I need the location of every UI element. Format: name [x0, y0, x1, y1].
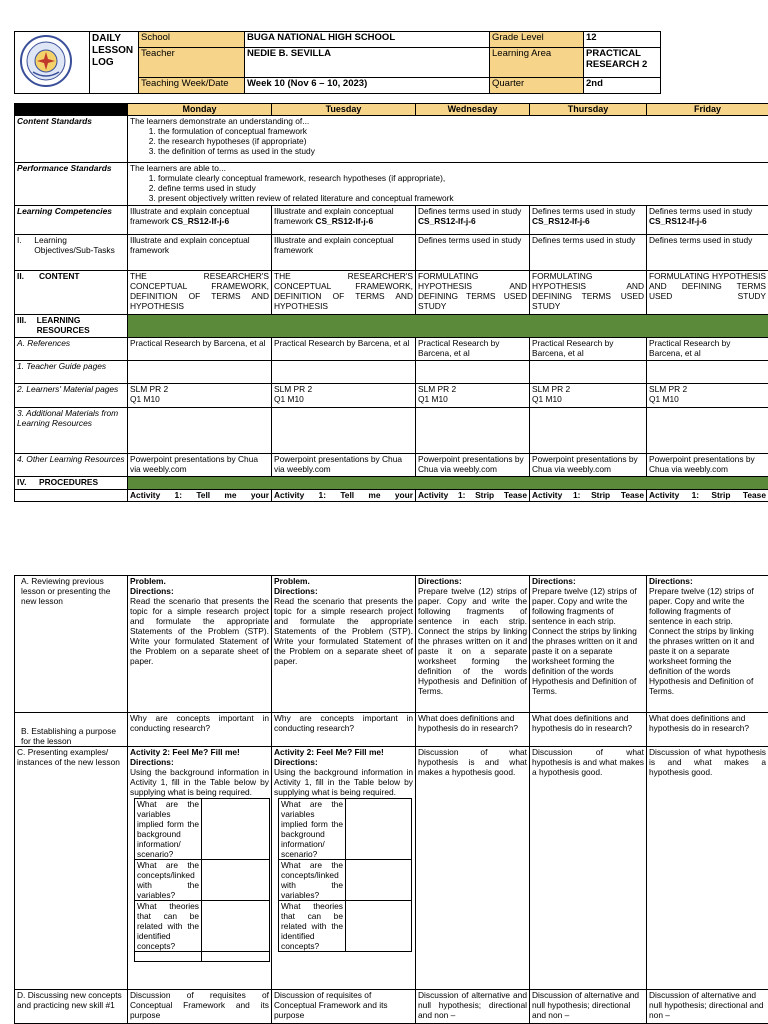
activity2-question: What are the variables implied form the background information/ scenario?: [279, 799, 346, 860]
purpose-cell: What does definitions and hypothesis do in research?: [647, 713, 768, 747]
review-cell-thursday: [530, 576, 647, 713]
content-cell: THE RESEARCHER'S CONCEPTUAL FRAMEWORK, DEFINITION OF TERMS AND HYPOTHESIS: [272, 271, 416, 315]
activity2-question: What are the concepts/linked with the variables?: [279, 860, 346, 901]
activity2-answer: [202, 901, 270, 952]
activity2-table: [278, 798, 412, 952]
content-label: [15, 271, 128, 315]
additional-materials-cell: [128, 408, 272, 454]
other-resource-cell: Powerpoint presentations by Chua via weebly.com: [272, 454, 416, 477]
other-resource-cell: Powerpoint presentations by Chua via weebly.com: [416, 454, 530, 477]
activity2-title: Activity 2: Feel Me? Fill me!: [130, 747, 240, 757]
additional-materials-label: 3. Additional Materials from Learning Resources: [15, 408, 128, 454]
teaching-week-label: Teaching Week/Date: [139, 78, 245, 94]
procedures-num: IV.: [17, 477, 27, 487]
present-cell-tuesday: [272, 747, 416, 990]
title-line-3: LOG: [92, 57, 114, 68]
review-directions: Directions:: [532, 576, 576, 586]
procedures-table: [14, 575, 768, 1024]
content-standards-cell: [128, 116, 768, 163]
reference-cell: Practical Research by Barcena, et al: [530, 338, 647, 361]
competency-cell-monday: [128, 206, 272, 235]
competency-cell-friday: [647, 206, 768, 235]
objective-cell: Defines terms used in study: [530, 235, 647, 271]
competency-text: Defines terms used in study: [418, 206, 522, 216]
objective-cell: Illustrate and explain conceptual framework: [128, 235, 272, 271]
present-cell-thursday: Discussion of what hypothesis is and what makes a hypothesis good.: [530, 747, 647, 990]
competency-text: Defines terms used in study: [649, 206, 753, 216]
activity2-answer: [346, 860, 412, 901]
header-table: [14, 31, 661, 94]
present-cell-wednesday: Discussion of what hypothesis is and what makes a hypothesis good.: [416, 747, 530, 990]
activity2-answer: [202, 952, 270, 962]
objective-cell: Defines terms used in study: [647, 235, 768, 271]
learning-resources-label: [15, 315, 128, 338]
day-header-monday: Monday: [128, 104, 272, 116]
review-cell-monday: [128, 576, 272, 713]
teacher-guide-cell: [128, 361, 272, 384]
purpose-label-text: B. Establishing a purpose for the lesson: [21, 726, 116, 746]
learning-resources-text: LEARNING RESOURCES: [36, 315, 90, 335]
objective-cell: Defines terms used in study: [416, 235, 530, 271]
teaching-week-value: Week 10 (Nov 6 – 10, 2023): [245, 78, 490, 94]
other-resource-cell: Powerpoint presentations by Chua via weebly.com: [530, 454, 647, 477]
activity1-label: [15, 490, 128, 502]
teacher-guide-cell: [416, 361, 530, 384]
day-header-wednesday: Wednesday: [416, 104, 530, 116]
learners-material-cell: SLM PR 2 Q1 M10: [128, 384, 272, 408]
review-directions: Directions:: [274, 586, 318, 596]
title-line-1: DAILY: [92, 33, 122, 44]
activity1-cell: Activity 1: Strip Tease: [416, 490, 530, 502]
grade-level-value: 12: [584, 32, 661, 48]
content-text: CONTENT: [39, 271, 80, 281]
learners-material-cell: SLM PR 2 Q1 M10: [647, 384, 768, 408]
activity2-text: Using the background information in Activity 1, fill in the Table below by supplying what is being required.: [130, 767, 269, 797]
review-text: Prepare twelve (12) strips of paper. Copy and write the following fragments of sentence in each strip. Connect the strips by linking the phrases written on it and paste it on a separate worksheet forming the definition of the words Hypothesis and Definition of Terms.: [532, 586, 638, 696]
purpose-cell: Why are concepts important in conducting research?: [272, 713, 416, 747]
content-standard-item: 1. the formulation of conceptual framework: [158, 126, 766, 136]
activity1-cell: Activity 1: Strip Tease: [530, 490, 647, 502]
activity2-question: What theories that can be related with the identified concepts?: [135, 901, 202, 952]
title-line-2: LESSON: [92, 45, 134, 56]
review-text: Prepare twelve (12) strips of paper. Copy and write the following fragments of sentence in each strip. Connect the strips by linking the phrases written on it and paste it on a separate worksheet forming the definition of the words Hypothesis and Definition of Terms.: [418, 586, 527, 696]
discuss-cell: Discussion of alternative and null hypothesis; directional and non –: [530, 990, 647, 1024]
review-directions: Directions:: [418, 576, 462, 586]
other-resources-label: 4. Other Learning Resources: [15, 454, 128, 477]
activity1-cell: Activity 1: Strip Tease: [647, 490, 768, 502]
competency-code: CS_RS12-If-j-6: [649, 216, 707, 226]
teacher-guide-cell: [647, 361, 768, 384]
purpose-cell: What does definitions and hypothesis do in research?: [530, 713, 647, 747]
performance-standard-item: 2. define terms used in study: [158, 183, 766, 193]
other-resource-cell: Powerpoint presentations by Chua via weebly.com: [647, 454, 768, 477]
activity2-question: What are the concepts/linked with the variables?: [135, 860, 202, 901]
deped-seal-cell: [15, 32, 90, 94]
review-cell-wednesday: [416, 576, 530, 713]
performance-standard-item: 1. formulate clearly conceptual framework, research hypotheses (if appropriate),: [158, 173, 766, 183]
review-cell-friday: [647, 576, 768, 713]
objectives-label: [15, 235, 128, 271]
competency-cell-tuesday: [272, 206, 416, 235]
learners-material-cell: SLM PR 2 Q1 M10: [530, 384, 647, 408]
procedures-text: PROCEDURES: [39, 477, 99, 487]
content-cell: FORMULATING HYPOTHESIS AND DEFINING TERMS USED STUDY: [416, 271, 530, 315]
performance-standards-intro: The learners are able to...: [130, 163, 226, 173]
learners-material-cell: SLM PR 2 Q1 M10: [272, 384, 416, 408]
additional-materials-cell: [530, 408, 647, 454]
learners-material-cell: SLM PR 2 Q1 M10: [416, 384, 530, 408]
reference-cell: Practical Research by Barcena, et al: [272, 338, 416, 361]
day-header-thursday: Thursday: [530, 104, 647, 116]
activity2-title: Activity 2: Feel Me? Fill me!: [274, 747, 384, 757]
competency-code: CS_RS12-If-j-6: [171, 216, 230, 226]
review-directions: Directions:: [649, 576, 693, 586]
present-cell-friday: Discussion of what hypothesis is and what makes a hypothesis good.: [647, 747, 768, 990]
additional-materials-cell: [647, 408, 768, 454]
activity2-answer: [202, 860, 270, 901]
activity2-directions: Directions:: [130, 757, 174, 767]
additional-materials-cell: [272, 408, 416, 454]
competency-code: CS_RS12-If-j-6: [532, 216, 590, 226]
grade-level-label: Grade Level: [490, 32, 584, 48]
day-header-friday: Friday: [647, 104, 768, 116]
review-text: Read the scenario that presents the topic for a simple research project and formulate the appropriate Statements of the Problem (STP). Write your formulated Statement of the Problem on a separate sheet of paper.: [130, 596, 269, 666]
performance-standards-label: Performance Standards: [15, 163, 128, 206]
content-standard-item: 2. the research hypotheses (if appropriate): [158, 136, 766, 146]
present-cell-monday: [128, 747, 272, 990]
learning-competencies-label: Learning Competencies: [15, 206, 128, 235]
teacher-guide-cell: [530, 361, 647, 384]
review-title: Problem.: [274, 576, 310, 586]
deped-seal-icon: [19, 34, 73, 88]
activity1-cell: Activity 1: Tell me your: [128, 490, 272, 502]
additional-materials-cell: [416, 408, 530, 454]
procedures-bar: [128, 477, 768, 490]
purpose-label: [15, 713, 128, 747]
discuss-label: D. Discussing new concepts and practicing new skill #1: [15, 990, 128, 1024]
activity2-blank: [135, 952, 202, 962]
reference-cell: Practical Research by Barcena, et al: [647, 338, 768, 361]
lesson-log-table: [14, 103, 768, 502]
activity2-text: Using the background information in Activity 1, fill in the Table below by supplying what is being required.: [274, 767, 413, 797]
performance-standard-item: 3. present objectively written review of related literature and conceptual framework: [158, 193, 766, 203]
content-cell: THE RESEARCHER'S CONCEPTUAL FRAMEWORK, DEFINITION OF TERMS AND HYPOTHESIS: [128, 271, 272, 315]
competency-code: CS_RS12-If-j-6: [418, 216, 476, 226]
discuss-cell: Discussion of requisites of Conceptual Framework and its purpose: [128, 990, 272, 1024]
school-label: School: [139, 32, 245, 48]
discuss-cell: Discussion of requisites of Conceptual Framework and its purpose: [272, 990, 416, 1024]
reference-cell: Practical Research by Barcena, et al: [416, 338, 530, 361]
learning-resources-bar: [128, 315, 768, 338]
references-label: A. References: [15, 338, 128, 361]
content-cell: FORMULATING HYPOTHESIS AND DEFINING TERMS USED STUDY: [647, 271, 768, 315]
competency-code: CS_RS12-If-j-6: [315, 216, 374, 226]
review-text: Prepare twelve (12) strips of paper. Copy and write the following fragments of sentence in each strip. Connect the strips by linking the phrases written on it and paste it on a separate worksheet forming the definition of the words Hypothesis and Definition of Terms.: [649, 586, 755, 696]
performance-standards-cell: [128, 163, 768, 206]
day-header-tuesday: Tuesday: [272, 104, 416, 116]
competency-cell-wednesday: [416, 206, 530, 235]
competency-text: Defines terms used in study: [532, 206, 636, 216]
content-num: II.: [17, 271, 24, 281]
teacher-guide-label: 1. Teacher Guide pages: [15, 361, 128, 384]
activity2-answer: [202, 799, 270, 860]
content-cell: FORMULATING HYPOTHESIS AND DEFINING TERMS USED STUDY: [530, 271, 647, 315]
activity2-table: [134, 798, 270, 962]
activity1-cell: Activity 1: Tell me your: [272, 490, 416, 502]
objective-cell: Illustrate and explain conceptual framework: [272, 235, 416, 271]
learning-area-label: Learning Area: [490, 47, 584, 77]
content-standards-label: Content Standards: [15, 116, 128, 163]
activity2-answer: [346, 799, 412, 860]
teacher-label: Teacher: [139, 47, 245, 77]
procedures-label: [15, 477, 128, 490]
discuss-cell: Discussion of alternative and null hypothesis; directional and non –: [647, 990, 768, 1024]
teacher-guide-cell: [272, 361, 416, 384]
school-value: BUGA NATIONAL HIGH SCHOOL: [245, 32, 490, 48]
teacher-value: NEDIE B. SEVILLA: [245, 47, 490, 77]
content-standards-intro: The learners demonstrate an understanding of...: [130, 116, 310, 126]
competency-cell-thursday: [530, 206, 647, 235]
review-text: Read the scenario that presents the topic for a simple research project and formulate the appropriate Statements of the Problem (STP). Write your formulated Statement of the Problem on a separate sheet of paper.: [274, 596, 413, 666]
activity2-question: What theories that can be related with the identified concepts?: [279, 901, 346, 952]
other-resource-cell: Powerpoint presentations by Chua via weebly.com: [128, 454, 272, 477]
review-title: Problem.: [130, 576, 166, 586]
competency-text: Illustrate and explain conceptual framework: [130, 206, 250, 226]
learning-area-value: PRACTICAL RESEARCH 2: [584, 47, 661, 77]
review-label: A. Reviewing previous lesson or presenting the new lesson: [15, 576, 128, 713]
competency-text: Illustrate and explain conceptual framework: [274, 206, 394, 226]
reference-cell: Practical Research by Barcena, et al: [128, 338, 272, 361]
activity2-answer: [346, 901, 412, 952]
review-directions: Directions:: [130, 586, 174, 596]
objectives-text: Learning Objectives/Sub-Tasks: [34, 235, 115, 255]
quarter-value: 2nd: [584, 78, 661, 94]
review-cell-tuesday: [272, 576, 416, 713]
discuss-cell: Discussion of alternative and null hypothesis; directional and non –: [416, 990, 530, 1024]
present-label: C. Presenting examples/ instances of the new lesson: [15, 747, 128, 990]
content-standard-item: 3. the definition of terms as used in the study: [158, 146, 766, 156]
activity2-question: What are the variables implied form the background information/ scenario?: [135, 799, 202, 860]
quarter-label: Quarter: [490, 78, 584, 94]
corner-cell: [15, 104, 128, 116]
purpose-cell: What does definitions and hypothesis do in research?: [416, 713, 530, 747]
learners-material-label: 2. Learners' Material pages: [15, 384, 128, 408]
activity2-directions: Directions:: [274, 757, 318, 767]
objectives-num: I.: [17, 235, 22, 245]
learning-resources-num: III.: [17, 315, 27, 325]
daily-lesson-log-title: [90, 32, 139, 94]
purpose-cell: Why are concepts important in conducting research?: [128, 713, 272, 747]
